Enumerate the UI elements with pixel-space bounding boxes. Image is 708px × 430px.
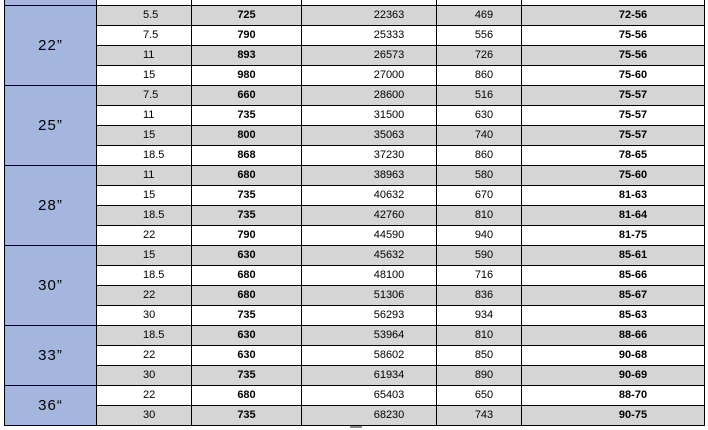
speed-cell: 660 (192, 86, 302, 106)
size-group-label: 36“ (5, 386, 97, 426)
power-cell: 30 (97, 366, 192, 386)
table-row (5, 306, 705, 326)
table-row (5, 86, 705, 106)
power-cell: 22 (97, 386, 192, 406)
speed-cell: 735 (192, 406, 302, 426)
noise-cell: 88-70 (522, 386, 705, 406)
power-cell: 15 (97, 186, 192, 206)
table-row (5, 366, 705, 386)
weight-cell: 716 (437, 266, 522, 286)
weight-cell: 860 (437, 66, 522, 86)
noise-cell: 78-65 (522, 146, 705, 166)
power-cell: 15 (97, 66, 192, 86)
table-row (5, 6, 705, 26)
airflow-cell: 51306 (302, 286, 437, 306)
speed-cell: 680 (192, 386, 302, 406)
weight-cell: 740 (437, 126, 522, 146)
power-cell: 15 (97, 126, 192, 146)
power-cell: 7.5 (97, 26, 192, 46)
airflow-cell: 38963 (302, 166, 437, 186)
noise-cell: 75-56 (522, 26, 705, 46)
airflow-cell: 25333 (302, 26, 437, 46)
weight-cell: 590 (437, 246, 522, 266)
noise-cell: 85-67 (522, 286, 705, 306)
noise-cell: 75-57 (522, 106, 705, 126)
table-row (5, 266, 705, 286)
speed-cell: 735 (192, 366, 302, 386)
power-cell: 18.5 (97, 266, 192, 286)
table-row (5, 346, 705, 366)
speed-cell: 735 (192, 106, 302, 126)
airflow-cell: 40632 (302, 186, 437, 206)
noise-cell: 75-56 (522, 46, 705, 66)
noise-cell: 75-60 (522, 166, 705, 186)
airflow-cell: 58602 (302, 346, 437, 366)
speed-cell: 868 (192, 146, 302, 166)
table-row (5, 106, 705, 126)
speed-cell: 800 (192, 126, 302, 146)
size-group-label: 22” (5, 6, 97, 86)
weight-cell: 743 (437, 406, 522, 426)
weight-cell: 810 (437, 326, 522, 346)
power-cell: 18.5 (97, 146, 192, 166)
airflow-cell: 68230 (302, 406, 437, 426)
table-row (5, 186, 705, 206)
speed-cell: 680 (192, 286, 302, 306)
weight-cell: 860 (437, 146, 522, 166)
power-cell: 15 (97, 246, 192, 266)
noise-cell: 75-57 (522, 86, 705, 106)
speed-cell: 630 (192, 346, 302, 366)
noise-cell: 85-61 (522, 246, 705, 266)
airflow-cell: 61934 (302, 366, 437, 386)
table-row (5, 206, 705, 226)
fan-spec-table (4, 0, 705, 426)
airflow-cell: 28600 (302, 86, 437, 106)
speed-cell: 893 (192, 46, 302, 66)
speed-cell: 680 (192, 266, 302, 286)
table-row (5, 246, 705, 266)
noise-cell: 72-56 (522, 6, 705, 26)
speed-cell: 790 (192, 226, 302, 246)
speed-cell: 630 (192, 246, 302, 266)
power-cell: 22 (97, 346, 192, 366)
weight-cell: 516 (437, 86, 522, 106)
airflow-cell: 53964 (302, 326, 437, 346)
weight-cell: 890 (437, 366, 522, 386)
noise-cell: 75-60 (522, 66, 705, 86)
weight-cell: 850 (437, 346, 522, 366)
weight-cell: 630 (437, 106, 522, 126)
table-row (5, 66, 705, 86)
speed-cell: 680 (192, 166, 302, 186)
noise-cell: 90-68 (522, 346, 705, 366)
power-cell: 7.5 (97, 86, 192, 106)
speed-cell: 735 (192, 186, 302, 206)
power-cell: 11 (97, 106, 192, 126)
speed-cell: 735 (192, 206, 302, 226)
weight-cell: 469 (437, 6, 522, 26)
weight-cell: 650 (437, 386, 522, 406)
airflow-cell: 27000 (302, 66, 437, 86)
noise-cell: 90-75 (522, 406, 705, 426)
noise-cell: 90-69 (522, 366, 705, 386)
table-row (5, 386, 705, 406)
weight-cell: 836 (437, 286, 522, 306)
power-cell: 11 (97, 46, 192, 66)
noise-cell: 81-64 (522, 206, 705, 226)
power-cell: 22 (97, 286, 192, 306)
table-row (5, 226, 705, 246)
table-row (5, 46, 705, 66)
table-row (5, 166, 705, 186)
noise-cell: 85-66 (522, 266, 705, 286)
power-cell: 30 (97, 306, 192, 326)
weight-cell: 726 (437, 46, 522, 66)
weight-cell: 670 (437, 186, 522, 206)
noise-cell: 81-75 (522, 226, 705, 246)
table-row (5, 126, 705, 146)
noise-cell: 85-63 (522, 306, 705, 326)
speed-cell: 630 (192, 326, 302, 346)
table-row (5, 286, 705, 306)
airflow-cell: 42760 (302, 206, 437, 226)
size-group-label: 33” (5, 326, 97, 386)
airflow-cell: 31500 (302, 106, 437, 126)
airflow-cell: 37230 (302, 146, 437, 166)
speed-cell: 725 (192, 6, 302, 26)
table-row (5, 26, 705, 46)
airflow-cell: 45632 (302, 246, 437, 266)
weight-cell: 934 (437, 306, 522, 326)
speed-cell: 790 (192, 26, 302, 46)
airflow-cell: 48100 (302, 266, 437, 286)
speed-cell: 980 (192, 66, 302, 86)
speed-cell: 735 (192, 306, 302, 326)
noise-cell: 88-66 (522, 326, 705, 346)
power-cell: 22 (97, 226, 192, 246)
bottom-tick-mark (350, 426, 362, 428)
weight-cell: 810 (437, 206, 522, 226)
airflow-cell: 26573 (302, 46, 437, 66)
power-cell: 11 (97, 166, 192, 186)
size-group-label: 30” (5, 246, 97, 326)
size-group-label: 28” (5, 166, 97, 246)
weight-cell: 556 (437, 26, 522, 46)
noise-cell: 81-63 (522, 186, 705, 206)
airflow-cell: 56293 (302, 306, 437, 326)
airflow-cell: 65403 (302, 386, 437, 406)
power-cell: 18.5 (97, 206, 192, 226)
table-row (5, 326, 705, 346)
power-cell: 18.5 (97, 326, 192, 346)
airflow-cell: 44590 (302, 226, 437, 246)
noise-cell: 75-57 (522, 126, 705, 146)
power-cell: 5.5 (97, 6, 192, 26)
table-row (5, 406, 705, 426)
airflow-cell: 22363 (302, 6, 437, 26)
size-group-label: 25” (5, 86, 97, 166)
weight-cell: 940 (437, 226, 522, 246)
power-cell: 30 (97, 406, 192, 426)
weight-cell: 580 (437, 166, 522, 186)
table-body (5, 0, 705, 426)
airflow-cell: 35063 (302, 126, 437, 146)
table-row (5, 146, 705, 166)
